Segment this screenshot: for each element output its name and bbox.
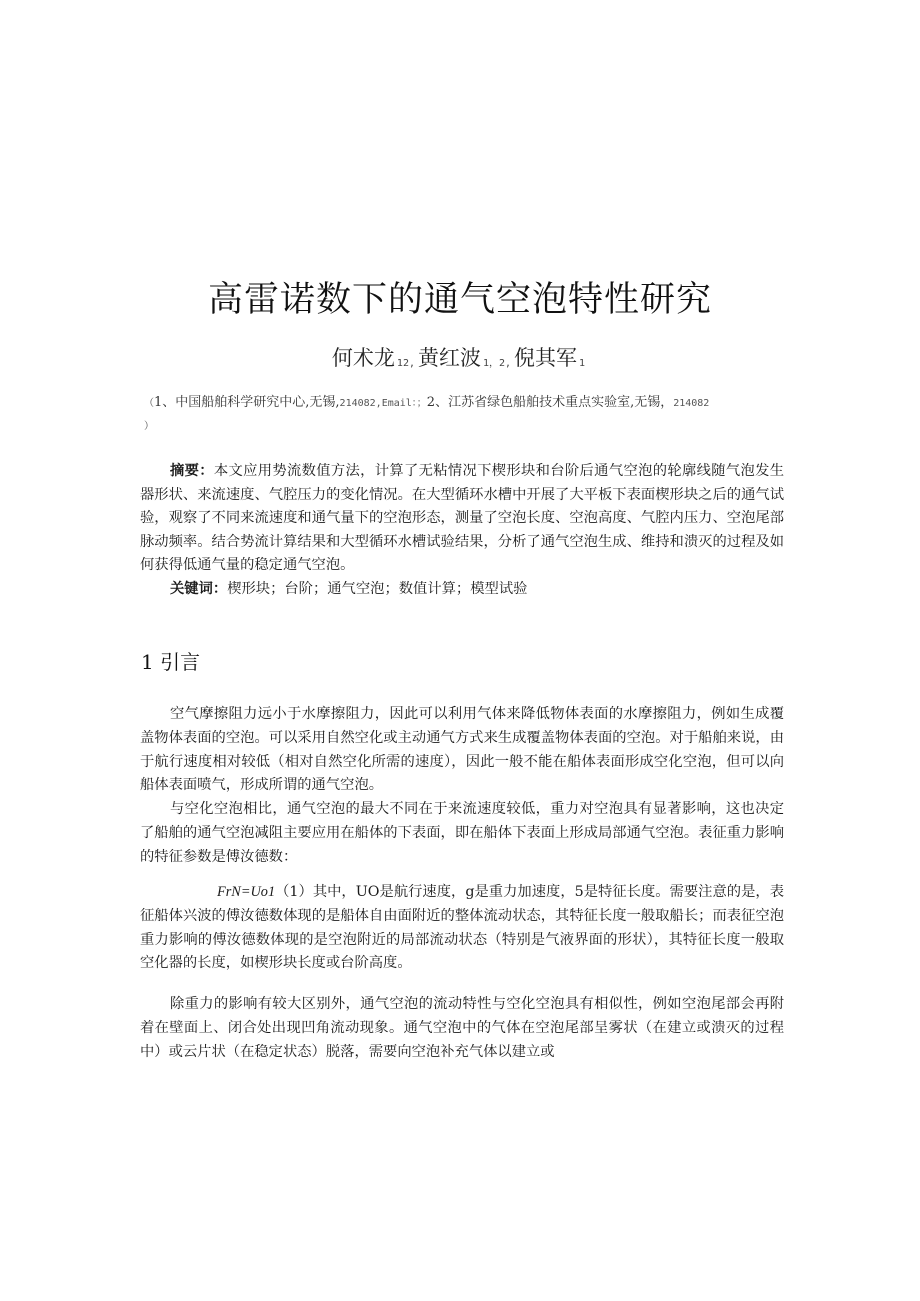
author-name: 倪其军 bbox=[514, 346, 578, 370]
author-line bbox=[0, 342, 920, 372]
paragraph: 空气摩擦阻力远小于水摩擦阻力，因此可以利用气体来降低物体表面的水摩擦阻力，例如生成覆盖物体表面的空泡。可以采用自然空化或主动通气方式来生成覆盖物体表面的空泡。对于船舶来说，由于航行速度相对较低（相对自然空化所需的速度），因此一般不能在船体表面形成空化空泡，但可以向船体表面喷气，形成所谓的通气空泡。 bbox=[140, 706, 784, 794]
abstract bbox=[140, 460, 784, 578]
paper-title: 高雷诺数下的通气空泡特性研究 bbox=[207, 280, 712, 320]
paragraph bbox=[140, 993, 784, 1064]
body-block-1 bbox=[140, 703, 784, 870]
author-affil-mark: 12, bbox=[396, 358, 415, 369]
affiliations bbox=[144, 392, 784, 438]
froude-formula: FrN=Uo1 bbox=[217, 884, 276, 900]
affil-2: 2、江苏省绿色船舶技术重点实验室,无锡， bbox=[426, 395, 674, 410]
author-name: 何术龙 bbox=[331, 346, 395, 370]
affil-1: 1、中国船舶科学研究中心,无锡, bbox=[154, 395, 340, 410]
paragraph-with-formula bbox=[140, 881, 784, 976]
affil-1-code: 214082,Email：； bbox=[339, 398, 427, 409]
keywords-label: 关键词： bbox=[170, 581, 228, 597]
keywords bbox=[170, 578, 784, 601]
keywords-text: 楔形块；台阶；通气空泡；数值计算；模型试验 bbox=[227, 581, 528, 597]
body-block-2 bbox=[140, 881, 784, 976]
paragraph-text: 除重力的影响有较大区别外，通气空泡的流动特性与空化空泡具有相似性，例如空泡尾部会再附着在壁面上、闭合处出现凹角流动现象。通气空泡中的气体在空泡尾部呈雾状（在建立或溃灭的过程中）或云片状（在稳定状态）脱落，需要向空泡补充气体以建立或 bbox=[140, 996, 784, 1060]
body-block-3 bbox=[140, 993, 784, 1064]
paragraph-text: （1）其中，UO是航行速度，g是重力加速度，5是特征长度。需要注意的是，表征船体兴波的傅汝德数体现的是船体自由面附近的整体流动状态，其特征长度一般取船长；而表征空泡重力影响的傅汝德数体现的是空泡附近的局部流动状态（特别是气液界面的形状），其特征长度一般取空化器的长度，如楔形块长度或台阶高度。 bbox=[140, 884, 784, 972]
affil-close-paren: ） bbox=[144, 421, 154, 432]
section-heading-introduction: 1 引言 bbox=[141, 650, 201, 674]
affil-2-code: 214082 bbox=[673, 398, 710, 409]
affil-open-paren: （ bbox=[144, 398, 154, 409]
abstract-label: 摘要： bbox=[170, 463, 214, 479]
paragraph: 与空化空泡相比，通气空泡的最大不同在于来流速度较低，重力对空泡具有显著影响，这也决定了船舶的通气空泡减阻主要应用在船体的下表面，即在船体下表面上形成局部通气空泡。表征重力影响的特征参数是傅汝德数： bbox=[140, 801, 784, 865]
author-affil-mark: 1 bbox=[579, 358, 586, 369]
abstract-text: 本文应用势流数值方法，计算了无粘情况下楔形块和台阶后通气空泡的轮廓线随气泡发生器形状、来流速度、气腔压力的变化情况。在大型循环水槽中开展了大平板下表面楔形块之后的通气试验，观察了不同来流速度和通气量下的空泡形态，测量了空泡长度、空泡高度、气腔内压力、空泡尾部脉动频率。结合势流计算结果和大型循环水槽试验结果，分析了通气空泡生成、维持和溃灭的过程及如何获得低通气量的稳定通气空泡。 bbox=[140, 463, 785, 574]
author-name: 黄红波 bbox=[417, 346, 481, 370]
author-affil-mark: 1，2, bbox=[482, 358, 512, 369]
